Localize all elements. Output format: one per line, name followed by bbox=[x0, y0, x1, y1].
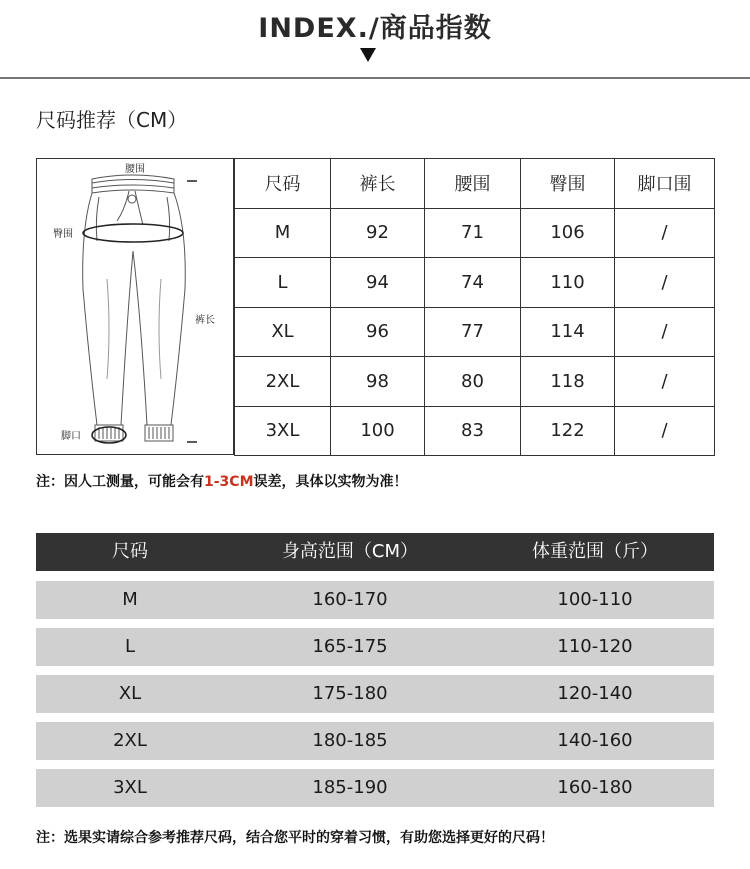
header-divider bbox=[0, 77, 750, 79]
size-table-cell: 94 bbox=[331, 258, 425, 308]
size-table-cell: / bbox=[615, 406, 715, 456]
fit-table-row bbox=[36, 769, 714, 807]
note-prefix: 注：因人工测量，可能会有 bbox=[36, 474, 204, 490]
size-table-cell: 98 bbox=[331, 357, 425, 407]
size-header-cell: 腰围 bbox=[425, 159, 521, 209]
fit-table-cell: 185-190 bbox=[312, 777, 388, 798]
size-header-cell: 裤长 bbox=[331, 159, 425, 209]
size-table-cell: M bbox=[235, 208, 331, 258]
size-table-cell: / bbox=[615, 357, 715, 407]
waist-label: 腰围 bbox=[125, 164, 145, 175]
note-highlight: 1-3CM bbox=[204, 474, 254, 490]
size-table-cell: / bbox=[615, 307, 715, 357]
fit-table-cell: 120-140 bbox=[557, 683, 633, 704]
note-suffix: 误差，具体以实物为准！ bbox=[253, 474, 408, 490]
size-table-cell: / bbox=[615, 258, 715, 308]
size-table-cell: 3XL bbox=[235, 406, 331, 456]
hip-label: 臀围 bbox=[53, 229, 73, 240]
size-table-cell: 122 bbox=[521, 406, 615, 456]
size-table-cell: 74 bbox=[425, 258, 521, 308]
pants-diagram bbox=[36, 158, 234, 455]
size-table-cell: 106 bbox=[521, 208, 615, 258]
size-chart bbox=[36, 158, 714, 455]
measurement-note bbox=[36, 471, 408, 491]
fit-table-cell: 2XL bbox=[113, 730, 147, 751]
size-table bbox=[234, 158, 715, 456]
size-table-cell: 100 bbox=[331, 406, 425, 456]
size-table-header bbox=[235, 159, 715, 209]
fit-table-row bbox=[36, 675, 714, 713]
section-title: 尺码推荐（CM） bbox=[36, 108, 188, 132]
size-table-cell: 110 bbox=[521, 258, 615, 308]
size-table-row bbox=[235, 208, 715, 258]
size-table-cell: L bbox=[235, 258, 331, 308]
length-label: 裤长 bbox=[195, 315, 215, 326]
header-title: INDEX./商品指数 bbox=[258, 13, 492, 44]
size-table-cell: 83 bbox=[425, 406, 521, 456]
cuff-label: 脚口 bbox=[61, 431, 81, 442]
fit-table-cell: L bbox=[124, 636, 136, 657]
fit-table-cell: 160-170 bbox=[312, 589, 388, 610]
size-header-cell: 尺码 bbox=[235, 159, 331, 209]
size-table-cell: 114 bbox=[521, 307, 615, 357]
fit-table-cell: 165-175 bbox=[312, 636, 388, 657]
size-table-cell: 2XL bbox=[235, 357, 331, 407]
size-table-cell: / bbox=[615, 208, 715, 258]
fit-table-row bbox=[36, 628, 714, 666]
fit-table-cell: 3XL bbox=[113, 777, 147, 798]
size-table-cell: 96 bbox=[331, 307, 425, 357]
fit-table-cell: XL bbox=[118, 683, 142, 704]
fit-table-cell: 175-180 bbox=[312, 683, 388, 704]
size-table-cell: 80 bbox=[425, 357, 521, 407]
fit-header-size: 尺码 bbox=[112, 541, 148, 562]
fit-table-cell: 110-120 bbox=[557, 636, 633, 657]
size-header-cell: 臀围 bbox=[521, 159, 615, 209]
down-arrow-icon bbox=[359, 46, 377, 64]
size-table-row bbox=[235, 258, 715, 308]
fit-table-header bbox=[36, 533, 714, 571]
fit-table-cell: M bbox=[122, 589, 138, 610]
fit-table-row bbox=[36, 722, 714, 760]
size-table-row bbox=[235, 307, 715, 357]
size-table-cell: 71 bbox=[425, 208, 521, 258]
fit-table bbox=[36, 533, 714, 807]
size-table-cell: 118 bbox=[521, 357, 615, 407]
size-table-cell: 77 bbox=[425, 307, 521, 357]
fit-table-cell: 180-185 bbox=[312, 730, 388, 751]
size-table-row bbox=[235, 406, 715, 456]
fit-table-cell: 100-110 bbox=[557, 589, 633, 610]
size-header-cell: 脚口围 bbox=[615, 159, 715, 209]
fit-header-height: 身高范围（CM） bbox=[281, 541, 419, 562]
size-table-cell: XL bbox=[235, 307, 331, 357]
pants-illustration bbox=[37, 159, 233, 454]
size-table-row bbox=[235, 357, 715, 407]
fit-header-weight: 体重范围（斤） bbox=[532, 541, 658, 562]
recommendation-note: 注：选果实请综合参考推荐尺码，结合您平时的穿着习惯，有助您选择更好的尺码！ bbox=[36, 830, 554, 846]
fit-table-cell: 140-160 bbox=[557, 730, 633, 751]
fit-table-row bbox=[36, 581, 714, 619]
size-table-cell: 92 bbox=[331, 208, 425, 258]
fit-table-cell: 160-180 bbox=[557, 777, 633, 798]
